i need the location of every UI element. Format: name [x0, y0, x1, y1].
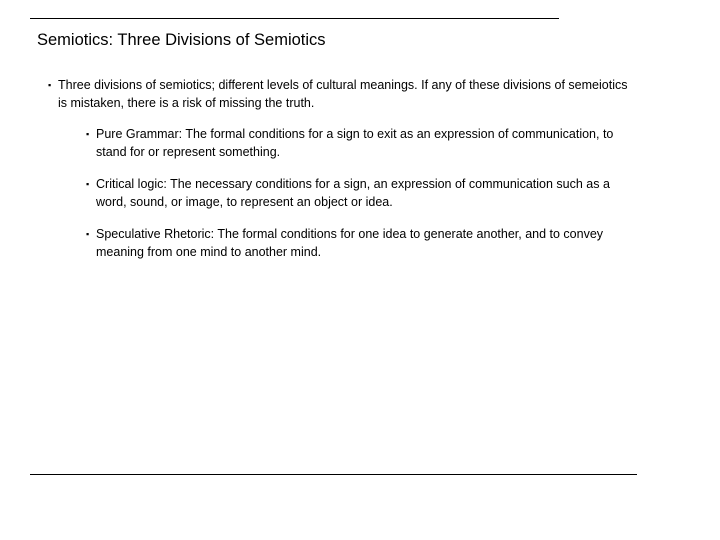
sub-bullet-text: Critical logic: The necessary conditions for a sign, an expression of communication such as a word, sound, or image, to represent an object or idea. — [96, 177, 610, 209]
sub-bullet-text: Pure Grammar: The formal conditions for a sign to exit as an expression of communication, to stand for or represent something. — [96, 127, 614, 159]
slide-title: Semiotics: Three Divisions of Semiotics — [37, 31, 326, 49]
top-divider-line — [30, 18, 559, 19]
sub-bullet-speculative-rhetoric — [86, 225, 626, 261]
sub-bullet-pure-grammar — [86, 125, 626, 161]
bullet-square-icon: ▪ — [48, 80, 52, 90]
main-bullet — [48, 76, 638, 112]
sub-bullet-critical-logic — [86, 175, 626, 211]
bottom-divider-line — [30, 474, 637, 475]
bullet-square-icon: ▪ — [86, 229, 90, 239]
main-bullet-text: Three divisions of semiotics; different levels of cultural meanings. If any of these divisions of semeiotics is mistaken, there is a risk of missing the truth. — [58, 78, 628, 110]
sub-bullet-text: Speculative Rhetoric: The formal conditions for one idea to generate another, and to convey meaning from one mind to another mind. — [96, 227, 604, 259]
bullet-square-icon: ▪ — [86, 179, 90, 189]
bullet-square-icon: ▪ — [86, 129, 90, 139]
